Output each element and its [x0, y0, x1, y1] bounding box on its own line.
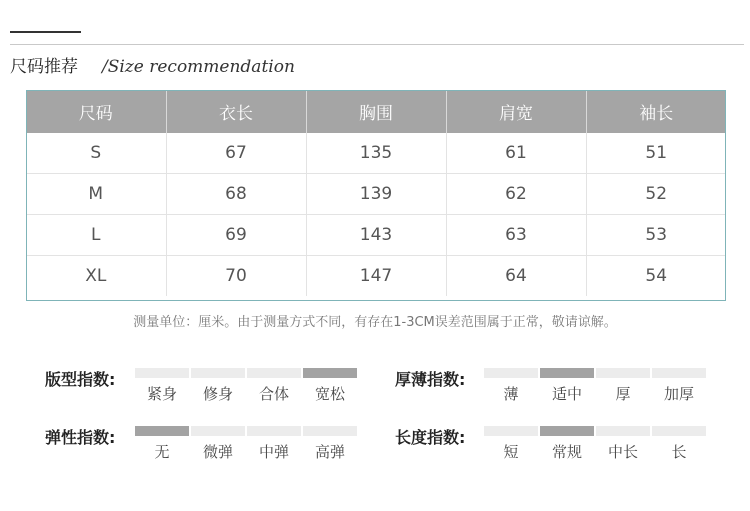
option-label: 宽松	[314, 385, 345, 403]
table-row	[26, 215, 726, 256]
section-title-zh: 尺码推荐	[10, 57, 78, 77]
elasticity-index-label: 弹性指数:	[45, 428, 116, 447]
scale-bar	[652, 368, 706, 378]
thickness-index-label: 厚薄指数:	[395, 370, 466, 389]
table-cell: 69	[166, 215, 306, 256]
scale-bar	[540, 426, 594, 436]
column-header: 衣长	[166, 90, 306, 133]
table-cell: 139	[306, 174, 446, 215]
table-cell: 135	[306, 133, 446, 174]
table-cell: L	[26, 215, 166, 256]
elasticity-option	[191, 426, 245, 462]
length-option	[652, 426, 706, 462]
thickness-option	[652, 368, 706, 404]
column-header: 胸围	[306, 90, 446, 133]
size-table	[26, 90, 726, 296]
table-cell: M	[26, 174, 166, 215]
table-header-row	[26, 90, 726, 133]
scale-bar	[596, 426, 650, 436]
scale-bar	[540, 368, 594, 378]
option-label: 合体	[258, 385, 289, 403]
option-label: 常规	[551, 443, 582, 461]
fit-option	[247, 368, 301, 404]
table-row	[26, 133, 726, 174]
option-label: 适中	[551, 385, 582, 403]
option-label: 高弹	[314, 443, 345, 461]
length-option	[596, 426, 650, 462]
option-label: 紧身	[146, 385, 177, 403]
option-label: 中长	[607, 443, 638, 461]
scale-bar	[596, 368, 650, 378]
option-label: 加厚	[663, 385, 694, 403]
scale-bar	[303, 426, 357, 436]
table-cell: 63	[446, 215, 586, 256]
table-cell: 52	[586, 174, 726, 215]
fit-option	[191, 368, 245, 404]
table-cell: 67	[166, 133, 306, 174]
scale-bar	[135, 426, 189, 436]
table-cell: 70	[166, 256, 306, 297]
thickness-option	[484, 368, 538, 404]
option-label: 微弹	[202, 443, 233, 461]
table-cell: 54	[586, 256, 726, 297]
scale-bar	[247, 368, 301, 378]
thickness-index-scale	[484, 368, 706, 404]
scale-bar	[303, 368, 357, 378]
table-cell: XL	[26, 256, 166, 297]
section-title-en: /Size recommendation	[102, 57, 295, 77]
scale-bar	[135, 368, 189, 378]
table-cell: S	[26, 133, 166, 174]
table-row	[26, 174, 726, 215]
table-row	[26, 256, 726, 297]
option-label: 厚	[615, 385, 631, 403]
elasticity-option	[135, 426, 189, 462]
elasticity-index-scale	[135, 426, 357, 462]
thickness-option	[596, 368, 650, 404]
scale-bar	[191, 426, 245, 436]
scale-bar	[484, 368, 538, 378]
fit-index-scale	[135, 368, 357, 404]
table-cell: 61	[446, 133, 586, 174]
section-title	[10, 52, 295, 78]
length-index-label: 长度指数:	[395, 428, 466, 447]
table-cell: 64	[446, 256, 586, 297]
option-label: 中弹	[258, 443, 289, 461]
table-cell: 68	[166, 174, 306, 215]
table-cell: 147	[306, 256, 446, 297]
length-index-scale	[484, 426, 706, 462]
column-header: 袖长	[586, 90, 726, 133]
scale-bar	[191, 368, 245, 378]
option-label: 短	[503, 443, 519, 461]
scale-bar	[247, 426, 301, 436]
length-option	[484, 426, 538, 462]
option-label: 无	[154, 443, 170, 461]
column-header: 肩宽	[446, 90, 586, 133]
table-cell: 53	[586, 215, 726, 256]
length-option	[540, 426, 594, 462]
measurement-note: 测量单位：厘米。由于测量方式不同，有存在1-3CM误差范围属于正常，敬请谅解。	[133, 315, 617, 330]
scale-bar	[484, 426, 538, 436]
thickness-option	[540, 368, 594, 404]
option-label: 长	[671, 443, 687, 461]
elasticity-option	[303, 426, 357, 462]
table-cell: 62	[446, 174, 586, 215]
fit-option	[303, 368, 357, 404]
divider-line	[10, 44, 744, 45]
fit-index-label: 版型指数:	[45, 370, 116, 389]
title-accent-line	[10, 31, 81, 33]
option-label: 薄	[503, 385, 519, 403]
fit-option	[135, 368, 189, 404]
table-cell: 51	[645, 143, 668, 163]
column-header: 尺码	[26, 90, 166, 133]
scale-bar	[652, 426, 706, 436]
elasticity-option	[247, 426, 301, 462]
option-label: 修身	[202, 385, 233, 403]
table-cell: 143	[306, 215, 446, 256]
